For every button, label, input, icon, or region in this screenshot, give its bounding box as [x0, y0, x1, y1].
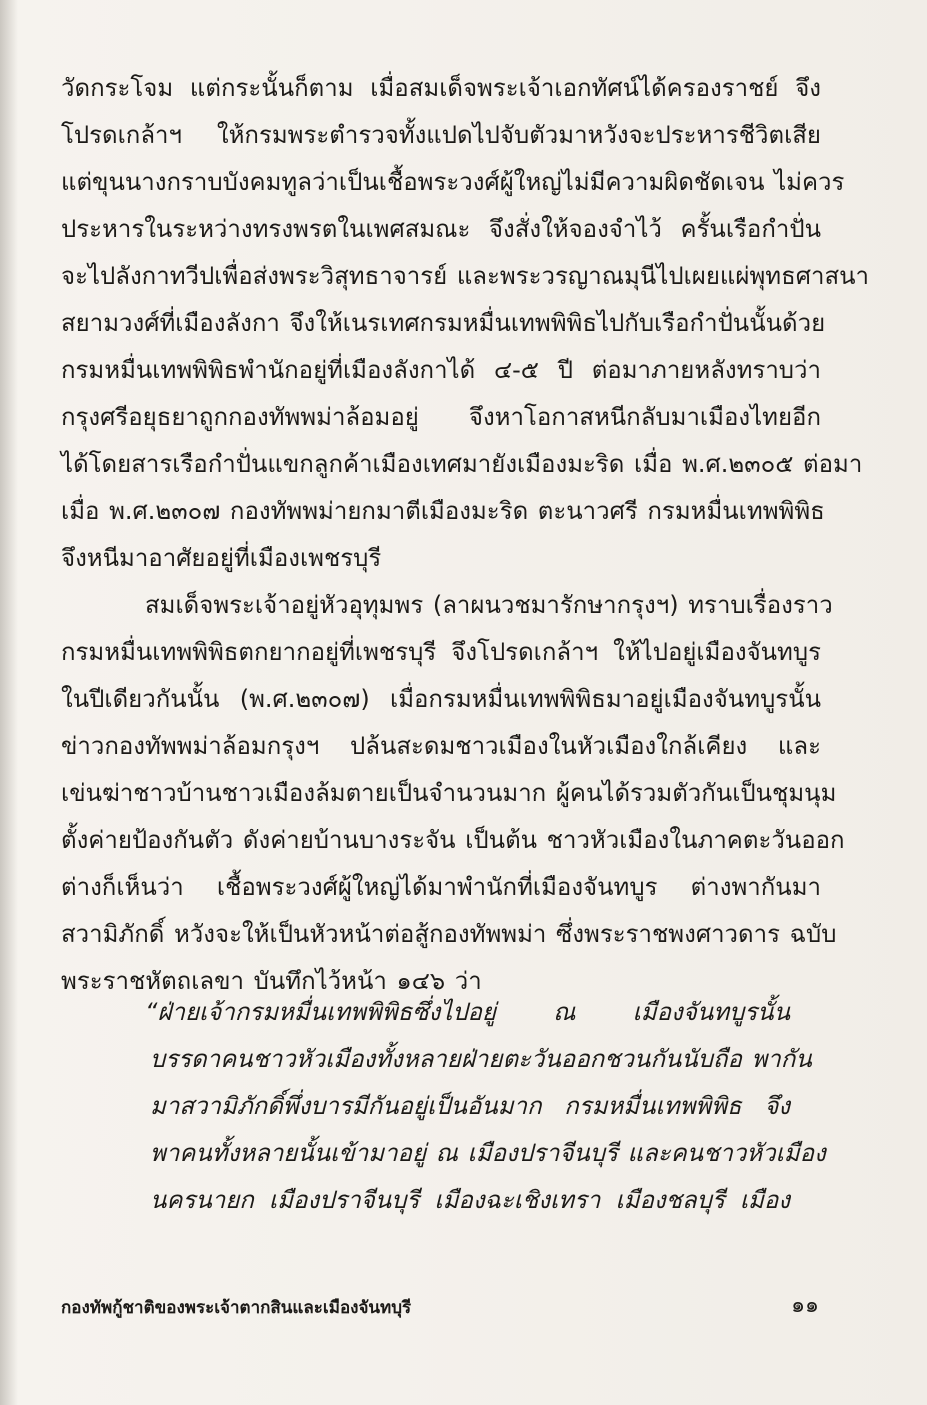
body-line: ต่างก็เห็นว่า เชื้อพระวงศ์ผู้ใหญ่ได้มาพำนักที่เมืองจันทบูร ต่างพากันมา: [61, 873, 821, 901]
body-line: ได้โดยสารเรือกำปั่นแขกลูกค้าเมืองเทศมายังเมืองมะริด เมื่อ พ.ศ.๒๓๐๕ ต่อมา: [61, 450, 863, 478]
quote-line: บรรดาคนชาวหัวเมืองทั้งหลายฝ่ายตะวันออกชวนกันนับถือ พากัน: [150, 1045, 812, 1073]
body-line: ในปีเดียวกันนั้น (พ.ศ.๒๓๐๗) เมื่อกรมหมื่นเทพพิพิธมาอยู่เมืองจันทบูรนั้น: [61, 685, 821, 713]
body-line: พระราชหัตถเลขา บันทึกไว้หน้า ๑๔๖ ว่า: [61, 967, 482, 995]
quote-line: นครนายก เมืองปราจีนบุรี เมืองฉะเชิงเทรา เมืองชลบุรี เมือง: [150, 1186, 790, 1214]
body-line: แต่ขุนนางกราบบังคมทูลว่าเป็นเชื้อพระวงศ์ผู้ใหญ่ไม่มีความผิดชัดเจน ไม่ควร: [61, 168, 845, 196]
body-line-indented: สมเด็จพระเจ้าอยู่หัวอุทุมพร (ลาผนวชมารักษากรุงฯ) ทราบเรื่องราว: [145, 591, 833, 619]
body-line: สยามวงศ์ที่เมืองลังกา จึงให้เนรเทศกรมหมื่นเทพพิพิธไปกับเรือกำปั่นนั้นด้วย: [61, 309, 826, 337]
body-line: เมื่อ พ.ศ.๒๓๐๗ กองทัพพม่ายกมาตีเมืองมะริด ตะนาวศรี กรมหมื่นเทพพิพิธ: [61, 497, 825, 525]
body-line: จะไปลังกาทวีปเพื่อส่งพระวิสุทธาจารย์ และพระวรญาณมุนีไปเผยแผ่พุทธศาสนา: [61, 262, 869, 290]
quote-line: มาสวามิภักดิ์พึ่งบารมีกันอยู่เป็นอันมาก กรมหมื่นเทพพิพิธ จึง: [150, 1092, 790, 1120]
body-line: จึงหนีมาอาศัยอยู่ที่เมืองเพชรบุรี: [61, 544, 382, 572]
binding-shadow: [0, 0, 18, 1405]
quote-line: พาคนทั้งหลายนั้นเข้ามาอยู่ ณ เมืองปราจีนบุรี และคนชาวหัวเมือง: [150, 1139, 826, 1167]
body-line: กรมหมื่นเทพพิพิธตกยากอยู่ที่เพชรบุรี จึงโปรดเกล้าฯ ให้ไปอยู่เมืองจันทบูร: [61, 638, 821, 666]
body-line: วัดกระโจม แต่กระนั้นก็ตาม เมื่อสมเด็จพระเจ้าเอกทัศน์ได้ครองราชย์ จึง: [61, 74, 821, 102]
running-footer-title: กองทัพกู้ชาติของพระเจ้าตากสินและเมืองจันทบุรี: [61, 1298, 412, 1318]
body-line: กรมหมื่นเทพพิพิธพำนักอยู่ที่เมืองลังกาได้ ๔-๕ ปี ต่อมาภายหลังทราบว่า: [61, 356, 821, 384]
page-number: ๑๑: [791, 1293, 819, 1318]
body-line: ข่าวกองทัพพม่าล้อมกรุงฯ ปล้นสะดมชาวเมืองในหัวเมืองใกล้เคียง และ: [61, 732, 821, 760]
body-line: ตั้งค่ายป้องกันตัว ดังค่ายบ้านบางระจัน เป็นต้น ชาวหัวเมืองในภาคตะวันออก: [61, 826, 845, 854]
body-line: สวามิภักดิ์ หวังจะให้เป็นหัวหน้าต่อสู้กองทัพพม่า ซึ่งพระราชพงศาวดาร ฉบับ: [61, 920, 837, 948]
body-line: กรุงศรีอยุธยาถูกกองทัพพม่าล้อมอยู่ จึงหาโอกาสหนีกลับมาเมืองไทยอีก: [61, 403, 821, 431]
body-line: โปรดเกล้าฯ ให้กรมพระตำรวจทั้งแปดไปจับตัวมาหวังจะประหารชีวิตเสีย: [61, 121, 821, 149]
quote-line: “ฝ่ายเจ้ากรมหมื่นเทพพิพิธซึ่งไปอยู่ ณ เมืองจันทบูรนั้น: [145, 998, 790, 1026]
body-line: ประหารในระหว่างทรงพรตในเพศสมณะ จึงสั่งให้จองจำไว้ ครั้นเรือกำปั่น: [61, 215, 821, 243]
body-line: เข่นฆ่าชาวบ้านชาวเมืองล้มตายเป็นจำนวนมาก ผู้คนได้รวมตัวกันเป็นชุมนุม: [61, 779, 837, 807]
